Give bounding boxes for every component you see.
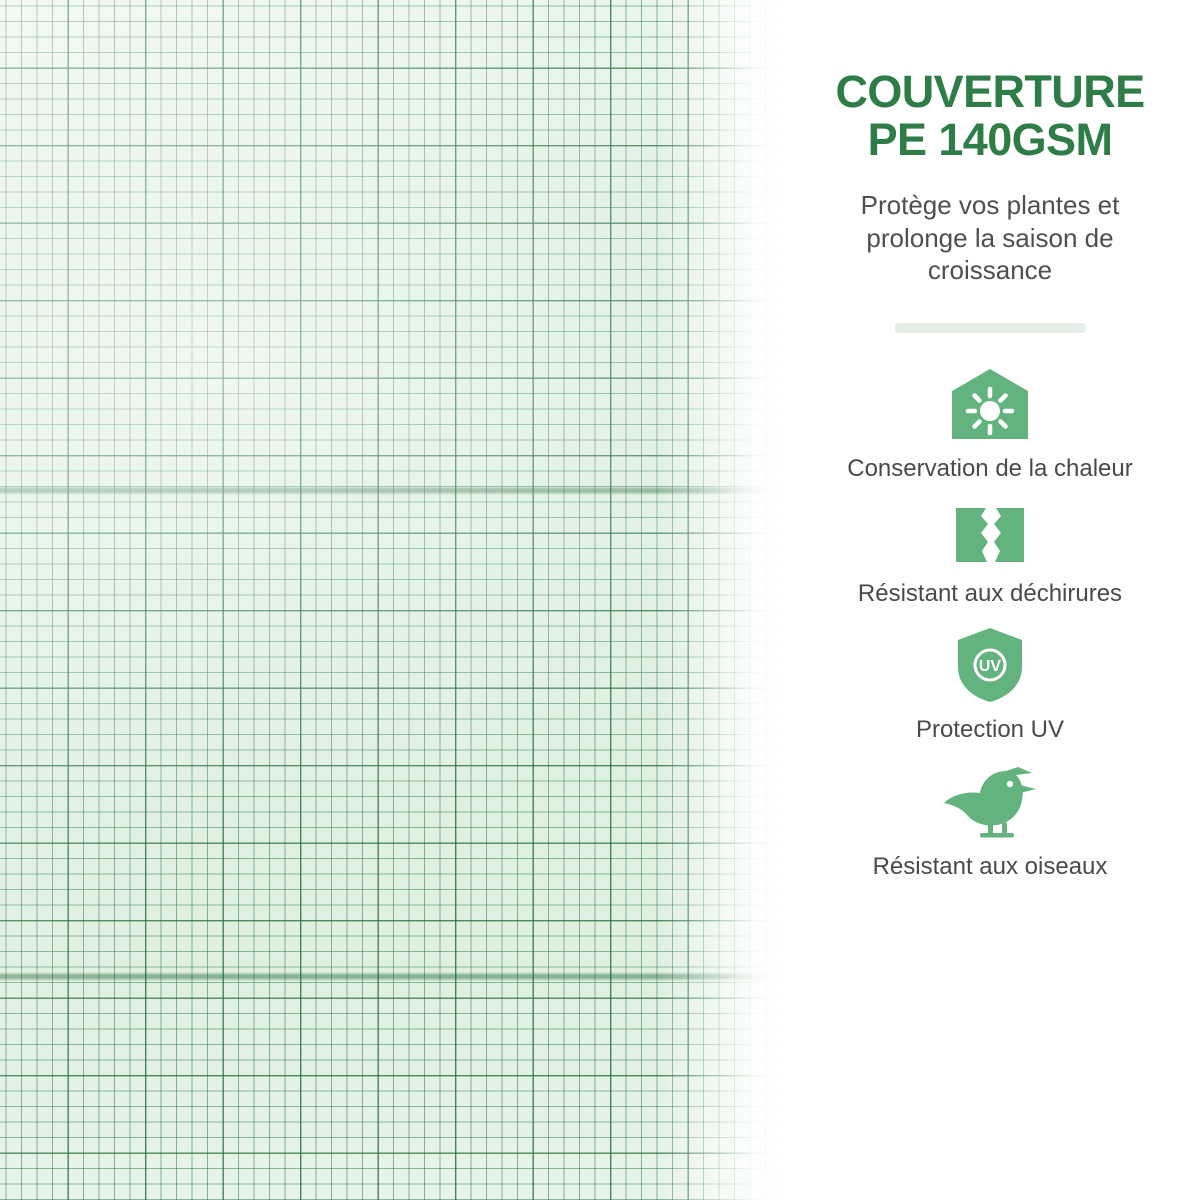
uv-shield-icon: [953, 628, 1027, 702]
headline-line-2: PE 140GSM: [867, 113, 1113, 165]
feature-list: [794, 367, 1186, 902]
subheadline: Protège vos plantes et prolonge la saison de croissance: [860, 190, 1120, 286]
feature-item: [794, 504, 1186, 609]
feature-item: [794, 628, 1186, 745]
info-panel: [780, 0, 1200, 1200]
fabric-seam-line: [0, 972, 780, 981]
divider: [895, 323, 1085, 333]
headline: [794, 68, 1186, 163]
feature-label: Conservation de la chaleur: [847, 454, 1133, 482]
feature-label: Résistant aux déchirures: [857, 579, 1123, 607]
greenhouse-sun-icon: [946, 367, 1034, 441]
headline-line-1: COUVERTURE: [835, 66, 1145, 117]
fabric-seam-line: [0, 486, 780, 495]
feature-label: Résistant aux oiseaux: [872, 853, 1108, 881]
uv-badge-text: UV: [978, 658, 1002, 676]
feature-item: [794, 367, 1186, 484]
bird-icon: [940, 765, 1040, 839]
feature-item: [794, 765, 1186, 882]
feature-label: Protection UV: [915, 716, 1065, 744]
torn-fabric-icon: [954, 504, 1026, 566]
